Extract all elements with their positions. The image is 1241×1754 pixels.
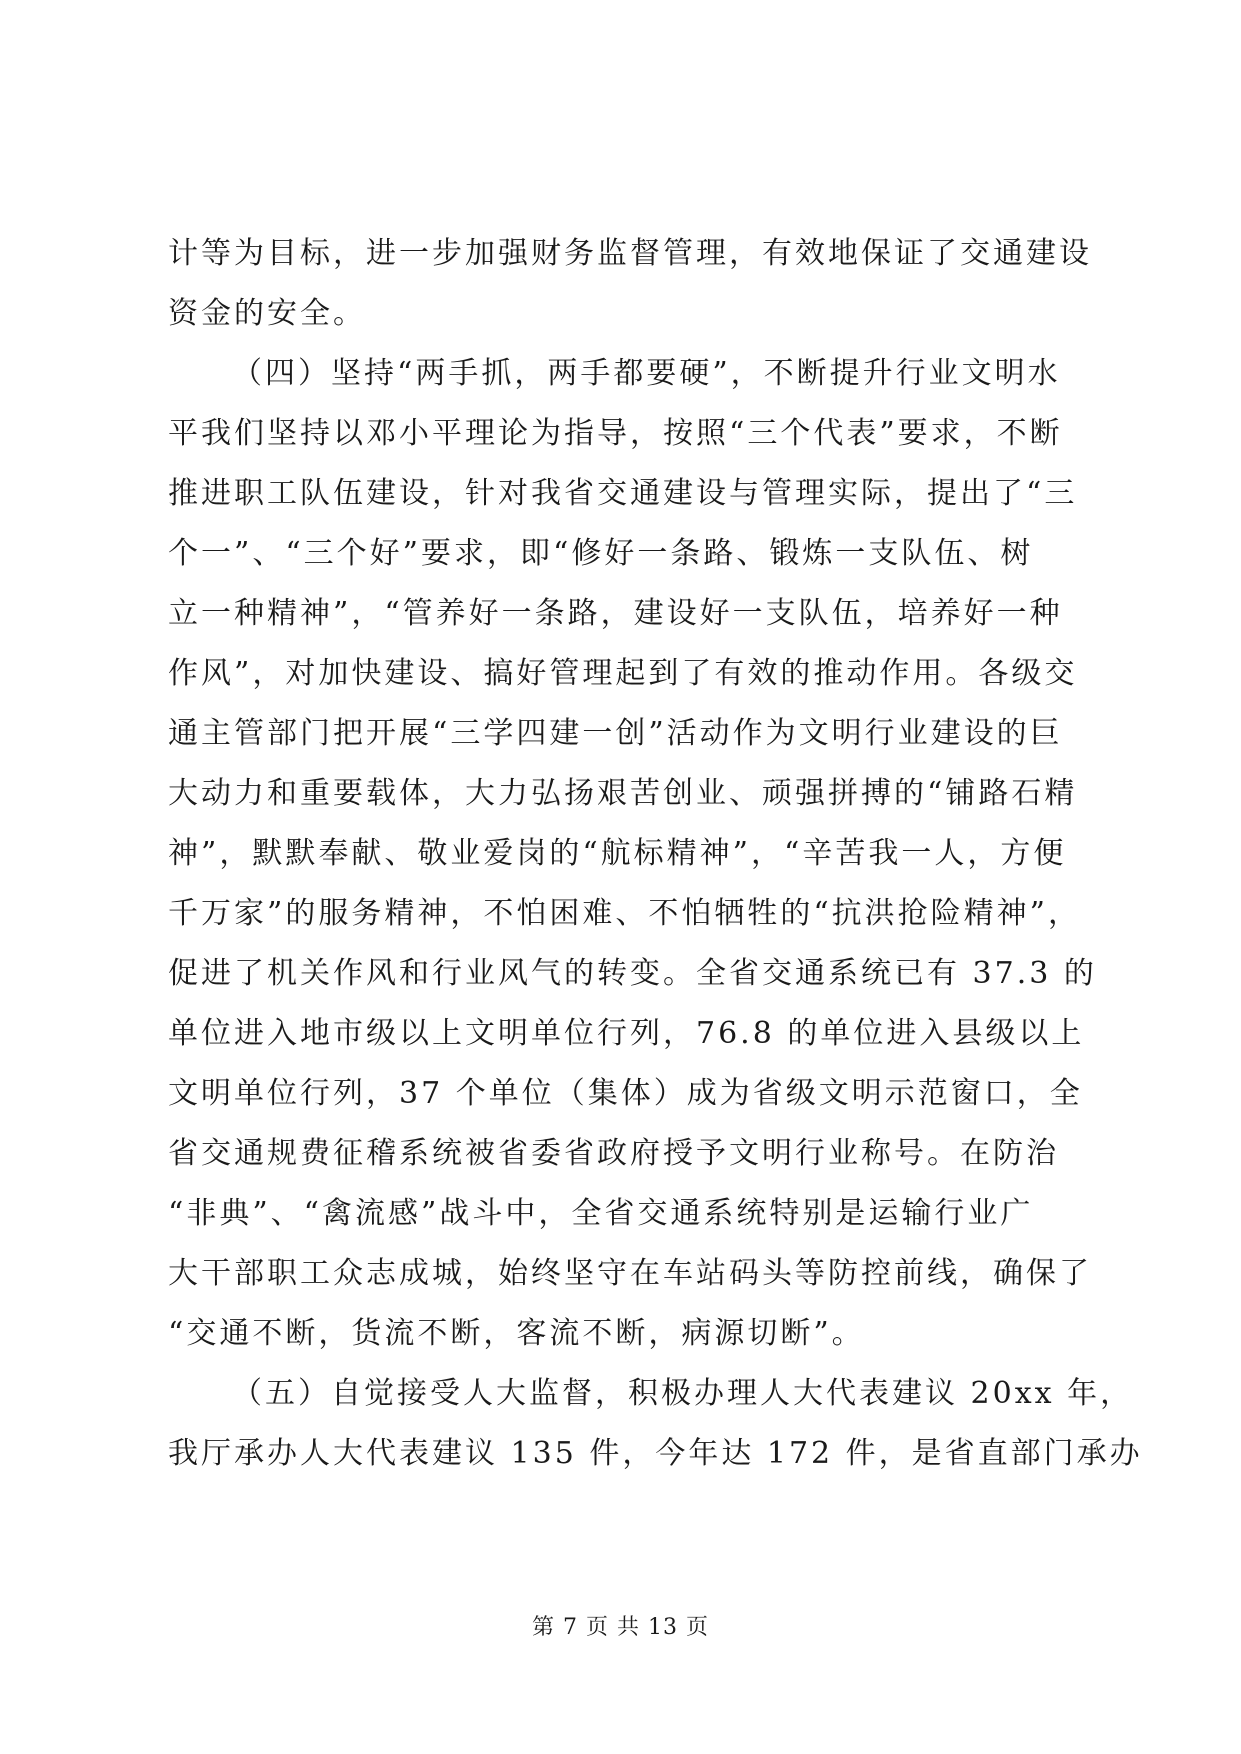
text-line: 资金的安全。 — [168, 296, 366, 331]
text-line: 推进职工队伍建设，针对我省交通建设与管理实际，提出了“三 — [168, 476, 1078, 511]
text-line: 大动力和重要载体，大力弘扬艰苦创业、顽强拼搏的“铺路石精 — [168, 776, 1078, 811]
text-line: 文明单位行列，37 个单位（集体）成为省级文明示范窗口，全 — [168, 1076, 1083, 1111]
text-line: 作风”，对加快建设、搞好管理起到了有效的推动作用。各级交 — [168, 656, 1078, 691]
text-line: （五）自觉接受人大监督，积极办理人大代表建议 20xx 年， — [232, 1376, 1134, 1411]
text-line: 千万家”的服务精神，不怕困难、不怕牺牲的“抗洪抢险精神”， — [168, 896, 1082, 931]
text-line: 神”，默默奉献、敬业爱岗的“航标精神”，“辛苦我一人，方便 — [168, 836, 1067, 871]
text-line: 大干部职工众志成城，始终坚守在车站码头等防控前线，确保了 — [168, 1256, 1092, 1291]
text-line: （四）坚持“两手抓，两手都要硬”，不断提升行业文明水 — [232, 356, 1061, 391]
text-line: 个一”、“三个好”要求，即“修好一条路、锻炼一支队伍、树 — [168, 536, 1034, 571]
text-line: 促进了机关作风和行业风气的转变。全省交通系统已有 37.3 的 — [168, 956, 1097, 991]
text-line: 省交通规费征稽系统被省委省政府授予文明行业称号。在防治 — [168, 1136, 1059, 1171]
text-line: 单位进入地市级以上文明单位行列，76.8 的单位进入县级以上 — [168, 1016, 1085, 1051]
text-line: 平我们坚持以邓小平理论为指导，按照“三个代表”要求，不断 — [168, 416, 1063, 451]
text-line: 立一种精神”，“管养好一条路，建设好一支队伍，培养好一种 — [168, 596, 1063, 631]
body-text — [168, 224, 1143, 1484]
text-line: “交通不断，货流不断，客流不断，病源切断”。 — [168, 1316, 865, 1351]
page-footer: 第 7 页 共 13 页 — [532, 1615, 709, 1640]
text-line: 计等为目标，进一步加强财务监督管理，有效地保证了交通建设 — [168, 236, 1092, 271]
text-line: 通主管部门把开展“三学四建一创”活动作为文明行业建设的巨 — [168, 716, 1063, 751]
text-line: “非典”、“禽流感”战斗中，全省交通系统特别是运输行业广 — [168, 1196, 1034, 1231]
text-line: 我厅承办人大代表建议 135 件，今年达 172 件，是省直部门承办 — [168, 1436, 1143, 1471]
